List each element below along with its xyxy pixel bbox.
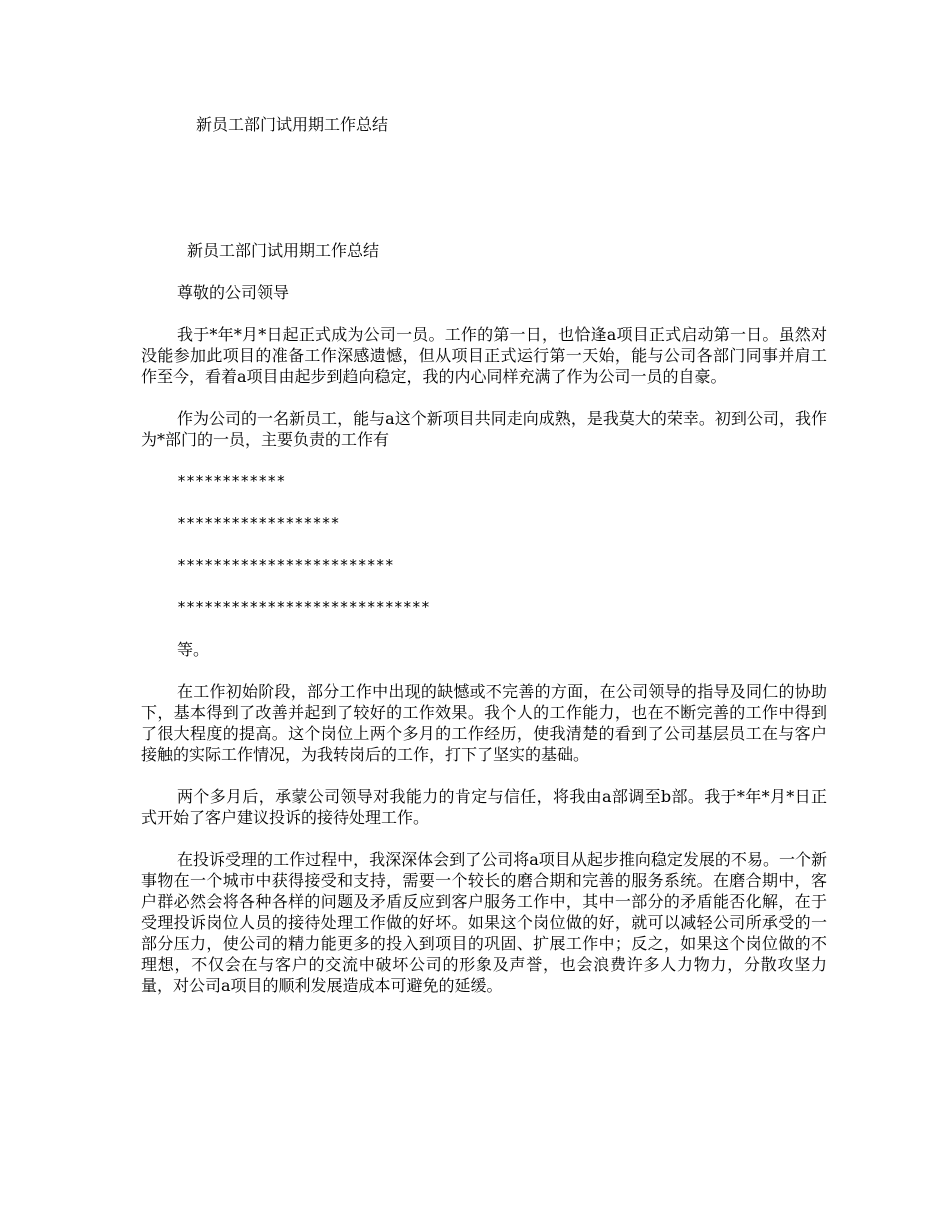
etc-line: 等。 xyxy=(177,640,210,659)
header-title: 新员工部门试用期工作总结 xyxy=(196,115,389,134)
paragraph-transfer: 两个多月后，承蒙公司领导对我能力的肯定与信任，将我由a部调至b部。我于*年*月*日正式开始了客户建议投诉的接待处理工作。 xyxy=(141,787,827,827)
paragraph-intro: 我于*年*月*日起正式成为公司一员。工作的第一日，也恰逢a项目正式启动第一日。虽然对没能参加此项目的准备工作深感遗憾，但从项目正式运行第一天始，能与公司各部门同事并肩工作至今，看着a项目由起步到趋向稳定，我的内心同样充满了作为公司一员的自豪。 xyxy=(141,325,827,386)
paragraph-initial-stage: 在工作初始阶段，部分工作中出现的缺憾或不完善的方面，在公司领导的指导及同仁的协助下，基本得到了改善并起到了较好的工作效果。我个人的工作能力，也在不断完善的工作中得到了很大程度的提高。这个岗位上两个多月的工作经历，使我清楚的看到了公司基层员工在与客户接触的实际工作情况，为我转岗后的工作，打下了坚实的基础。 xyxy=(141,682,827,764)
placeholder-duty-line: ************************ xyxy=(177,556,394,574)
paragraph-role: 作为公司的一名新员工，能与a这个新项目共同走向成熟，是我莫大的荣幸。初到公司，我作为*部门的一员，主要负责的工作有 xyxy=(141,409,827,449)
document-body xyxy=(141,240,827,1017)
placeholder-duty-line: ****************** xyxy=(177,514,340,532)
document-title: 新员工部门试用期工作总结 xyxy=(187,241,380,260)
placeholder-duty-line: **************************** xyxy=(177,598,430,616)
placeholder-duty-line: ************ xyxy=(177,472,286,490)
paragraph-complaints: 在投诉受理的工作过程中，我深深体会到了公司将a项目从起步推向稳定发展的不易。一个新事物在一个城市中获得接受和支持，需要一个较长的磨合期和完善的服务系统。在磨合期中，客户群必然会将各种各样的问题及矛盾反应到客户服务工作中，其中一部分的矛盾能否化解，在于受理投诉岗位人员的接待处理工作做的好坏。如果这个岗位做的好，就可以减轻公司所承受的一部分压力，使公司的精力能更多的投入到项目的巩固、扩展工作中；反之，如果这个岗位做的不理想，不仅会在与客户的交流中破坏公司的形象及声誉，也会浪费许多人力物力，分散攻坚力量，对公司a项目的顺利发展造成本可避免的延缓。 xyxy=(141,850,827,995)
salutation: 尊敬的公司领导 xyxy=(177,283,290,302)
